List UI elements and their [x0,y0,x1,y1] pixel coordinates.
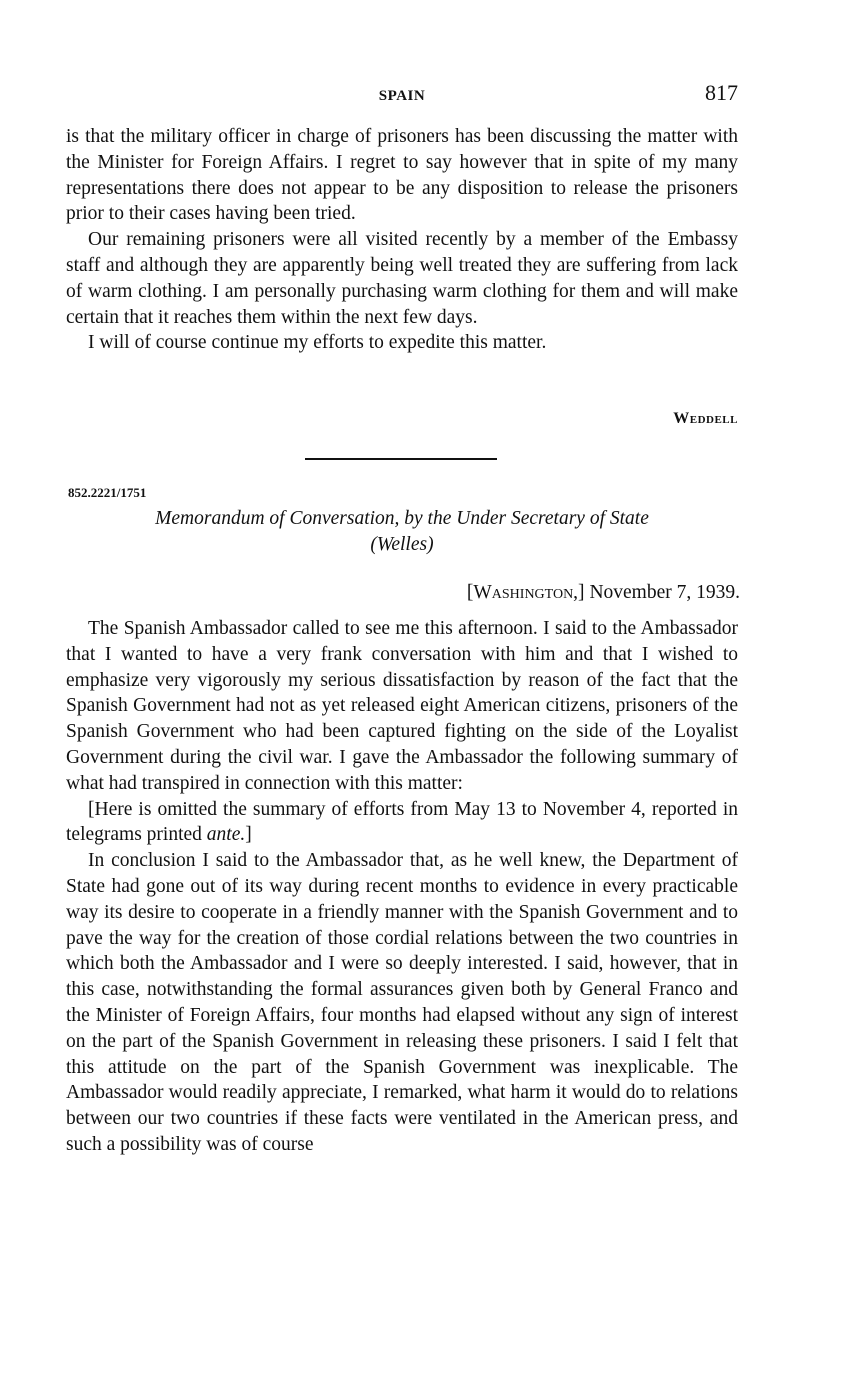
paragraph-omission-note [66,797,738,849]
omission-note-text: [Here is omitted the summary of efforts from May 13 to November 4, reported in telegrams printed [66,798,738,846]
file-number: 852.2221/1751 [68,485,147,500]
paragraph-closing: I will of course continue my efforts to expedite this matter. [88,332,547,354]
paragraph-conclusion: In conclusion I said to the Ambassador that, as he well knew, the Department of State had gone out of its way during recent months to evidence in every practicable way its desire to cooperate in a friendly manner with the Spanish Government and to pave the way for the creation of those cordial relations between the two countries in which both the Ambassador and I were so deeply interested. I said, however, that in this case, notwithstanding the formal assurances given both by General Franco and the Minister of Foreign Affairs, four months had elapsed without any sign of interest on the part of the Spanish Government in releasing these prisoners. I said I felt that this attitude on the part of the Spanish Government was inexplicable. The Ambassador would readily appreciate, I remarked, what harm it would do to relations between our two countries if these facts were ventilated in the American press, and such a possibility was of course [66,850,738,1155]
page-number: 817 [705,80,738,105]
memo-title-line-1: Memorandum of Conversation, by the Under Secretary of State [155,508,649,529]
running-title: SPAIN [378,88,426,104]
paragraph-ambassador-called: The Spanish Ambassador called to see me this afternoon. I said to the Ambassador that I wanted to have a very frank conversation with him and that I wished to emphasize very vigorously my serious dissatisfaction by reason of the fact that the Spanish Government had not as yet released eight American citizens, prisoners of the Spanish Government who had been captured fighting on the side of the Loyalist Government during the civil war. I gave the Ambassador the following summary of what had transpired in connection with this matter: [66,618,738,794]
omission-note-italic: ante. [206,824,246,846]
paragraph-prisoners-visited: Our remaining prisoners were all visited recently by a member of the Embassy staff and although they are apparently being well treated they are suffering from lack of warm clothing. I am personally purchasing warm clothing for them and will make certain that it reaches them within the next few days. [66,229,738,328]
omission-note-end: ] [245,824,252,846]
memo-title-line-2: (Welles) [370,534,434,555]
running-head [66,80,738,106]
dateline [467,582,740,604]
memo-body [66,616,738,1158]
dateline-date: November 7, 1939. [589,582,740,603]
continued-letter-text [66,124,738,356]
section-divider [305,458,497,460]
paragraph-continuation: is that the military officer in charge of prisoners has been discussing the matter with the Minister for Foreign Affairs. I regret to say however that in spite of my many representations there does not appear to be any disposition to release the prisoners prior to their cases having been tried. [66,126,738,225]
memo-title [66,506,738,558]
signature: Weddell [673,410,738,427]
dateline-place: [Washington,] [466,582,585,603]
